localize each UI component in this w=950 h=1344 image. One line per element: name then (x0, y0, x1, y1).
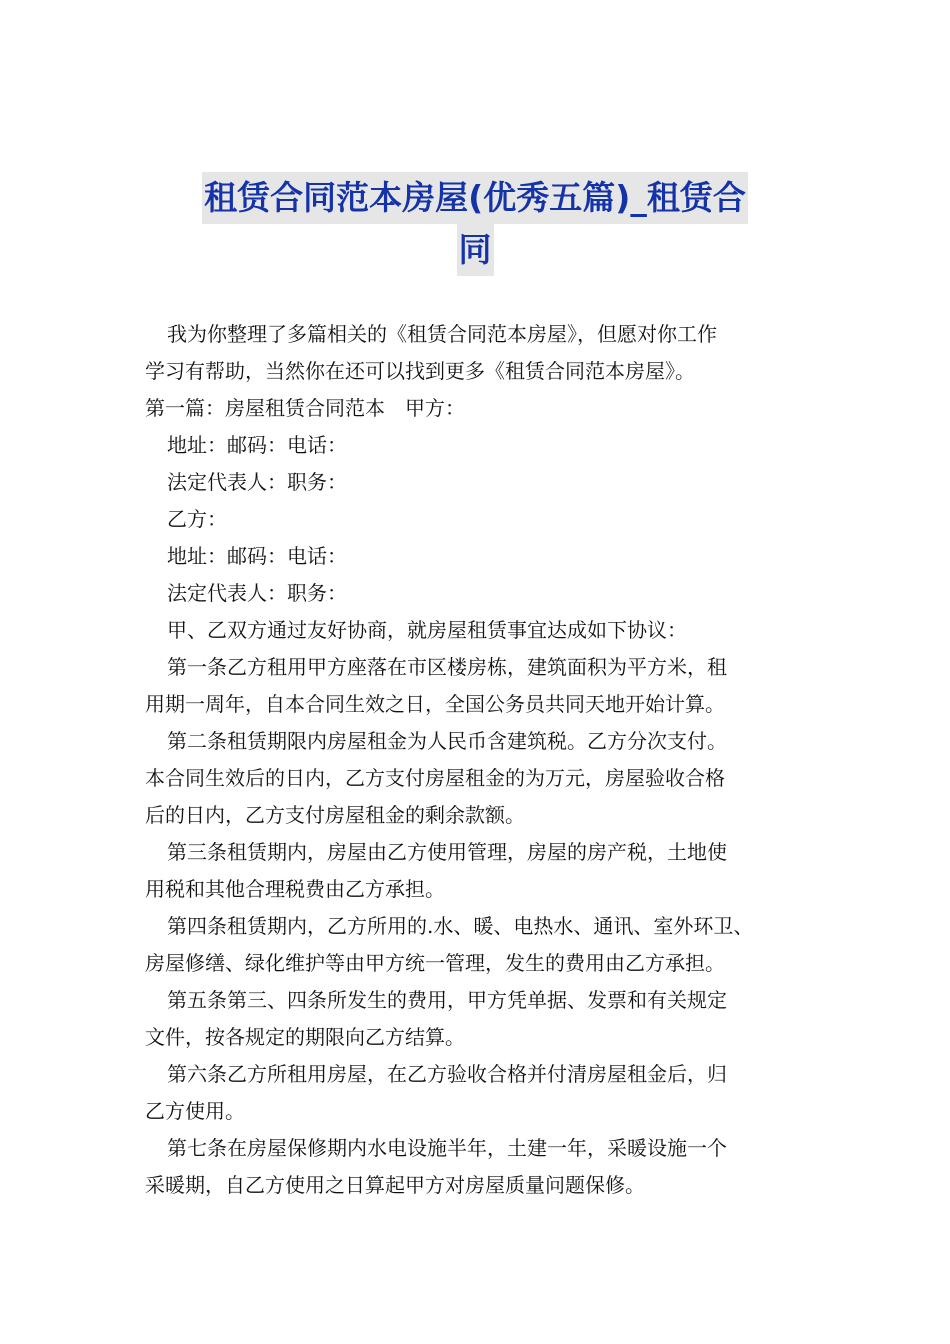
text-line: 房屋修缮、绿化维护等由甲方统一管理，发生的费用由乙方承担。 (145, 951, 725, 975)
text-line: 第七条在房屋保修期内水电设施半年，土建一年，采暖设施一个 (167, 1136, 727, 1160)
text-line: 用税和其他合理税费由乙方承担。 (145, 877, 445, 901)
text-line: 第五条第三、四条所发生的费用，甲方凭单据、发票和有关规定 (167, 988, 727, 1012)
text-line: 后的日内，乙方支付房屋租金的剩余款额。 (145, 803, 525, 827)
title-line-2: 同 (457, 224, 494, 276)
text-line: 用期一周年，自本合同生效之日，全国公务员共同天地开始计算。 (145, 692, 725, 716)
text-line: 采暖期，自乙方使用之日算起甲方对房屋质量问题保修。 (145, 1173, 645, 1197)
text-line: 第六条乙方所租用房屋，在乙方验收合格并付清房屋租金后，归 (167, 1062, 727, 1086)
text-line: 乙方使用。 (145, 1099, 245, 1123)
text-line: 第四条租赁期内，乙方所用的.水、暖、电热水、通讯、室外环卫、 (167, 914, 754, 938)
document-body (145, 316, 810, 1204)
text-line: 地址：邮码：电话： (167, 433, 347, 457)
text-line: 第三条租赁期内，房屋由乙方使用管理，房屋的房产税，土地使 (167, 840, 727, 864)
text-line: 法定代表人：职务： (167, 470, 347, 494)
text-line: 学习有帮助，当然你在还可以找到更多《租赁合同范本房屋》。 (145, 359, 695, 383)
text-line: 甲、乙双方通过友好协商，就房屋租赁事宜达成如下协议： (167, 618, 687, 642)
text-line: 文件，按各规定的期限向乙方结算。 (145, 1025, 465, 1049)
text-line: 第一条乙方租用甲方座落在市区楼房栋，建筑面积为平方米，租 (167, 655, 727, 679)
text-line: 本合同生效后的日内，乙方支付房屋租金的为万元，房屋验收合格 (145, 766, 725, 790)
text-line: 法定代表人：职务： (167, 581, 347, 605)
text-line: 乙方： (167, 507, 227, 531)
text-line: 我为你整理了多篇相关的《租赁合同范本房屋》，但愿对你工作 (167, 322, 717, 346)
text-line: 地址：邮码：电话： (167, 544, 347, 568)
title-line-1: 租赁合同范本房屋(优秀五篇)_租赁合 (202, 172, 748, 224)
text-line: 第二条租赁期限内房屋租金为人民币含建筑税。乙方分次支付。 (167, 729, 727, 753)
text-line: 第一篇：房屋租赁合同范本 甲方： (145, 396, 465, 420)
document-title (140, 172, 810, 276)
